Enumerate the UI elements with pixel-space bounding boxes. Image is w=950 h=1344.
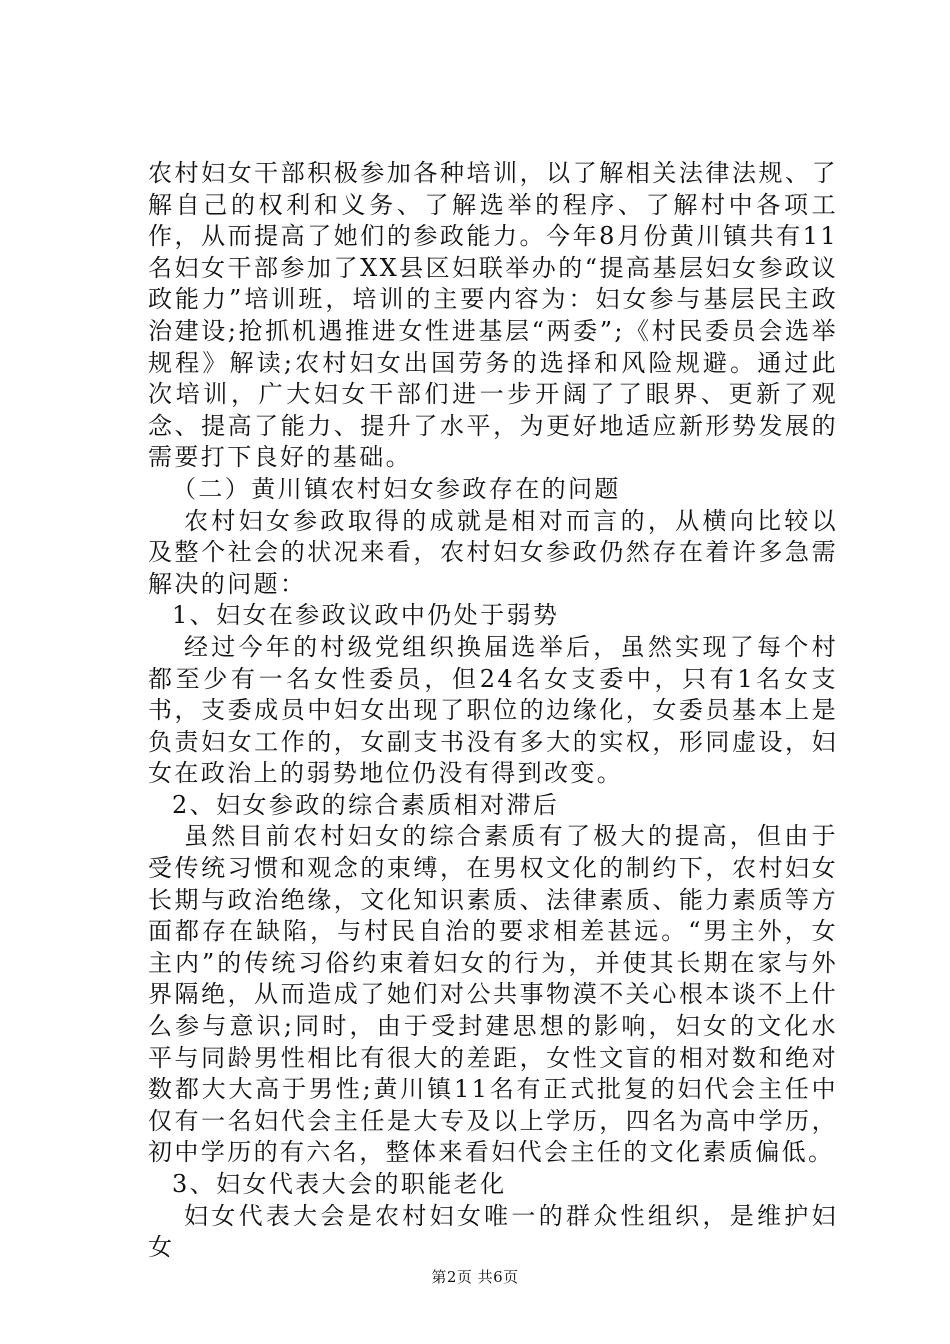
page-number-footer: 第2页 共6页: [431, 1268, 519, 1286]
subheading-quality-lagging: 2、妇女参政的综合素质相对滞后: [172, 790, 560, 819]
section-heading-problems: （二）黄川镇农村妇女参政存在的问题: [172, 474, 621, 503]
document-body: [148, 158, 838, 1264]
paragraph-congress-aging: 妇女代表大会是农村妇女唯一的群众性组织，是维护妇女: [148, 1201, 838, 1262]
paragraph-training-summary: 农村妇女干部积极参加各种培训，以了解相关法律法规、了解自己的权利和义务、了解选举的程序、了解村中各项工作，从而提高了她们的参政能力。今年8月份黄川镇共有11名妇女干部参加了XX县区妇联举办的“提高基层妇女参政议政能力”培训班，培训的主要内容为：妇女参与基层民主政治建设;抢抓机遇推进女性进基层“两委”;《村民委员会选举规程》解读;农村妇女出国劳务的选择和风险规避。通过此次培训，广大妇女干部们进一步开阔了了眼界、更新了观念、提高了能力、提升了水平，为更好地适应新形势发展的需要打下良好的基础。: [148, 159, 838, 472]
paragraph-quality-lagging: 虽然目前农村妇女的综合素质有了极大的提高，但由于受传统习惯和观念的束缚，在男权文化的制约下，农村妇女长期与政治绝缘，文化知识素质、法律素质、能力素质等方面都存在缺陷，与村民自治的要求相差甚远。“男主外，女主内”的传统习俗约束着妇女的行为，并使其长期在家与外界隔绝，从而造成了她们对公共事物漠不关心根本谈不上什么参与意识;同时，由于受封建思想的影响，妇女的文化水平与同龄男性相比有很大的差距，女性文盲的相对数和绝对数都大大高于男性;黄川镇11名有正式批复的妇代会主任中仅有一名妇代会主任是大专及以上学历，四名为高中学历，初中学历的有六名，整体来看妇代会主任的文化素质偏低。: [148, 822, 838, 1167]
paragraph-problems-intro: 农村妇女参政取得的成就是相对而言的，从横向比较以及整个社会的状况来看，农村妇女参政仍然存在着许多急需解决的问题：: [148, 506, 838, 598]
paragraph-weak-position: 经过今年的村级党组织换届选举后，虽然实现了每个村都至少有一名女性委员，但24名女支委中，只有1名女支书，支委成员中妇女出现了职位的边缘化，女委员基本上是负责妇女工作的，女副支书没有多大的实权，形同虚设，妇女在政治上的弱势地位仍没有得到改变。: [148, 632, 838, 788]
subheading-weak-position: 1、妇女在参政议政中仍处于弱势: [172, 601, 560, 630]
subheading-congress-aging: 3、妇女代表大会的职能老化: [172, 1170, 507, 1198]
